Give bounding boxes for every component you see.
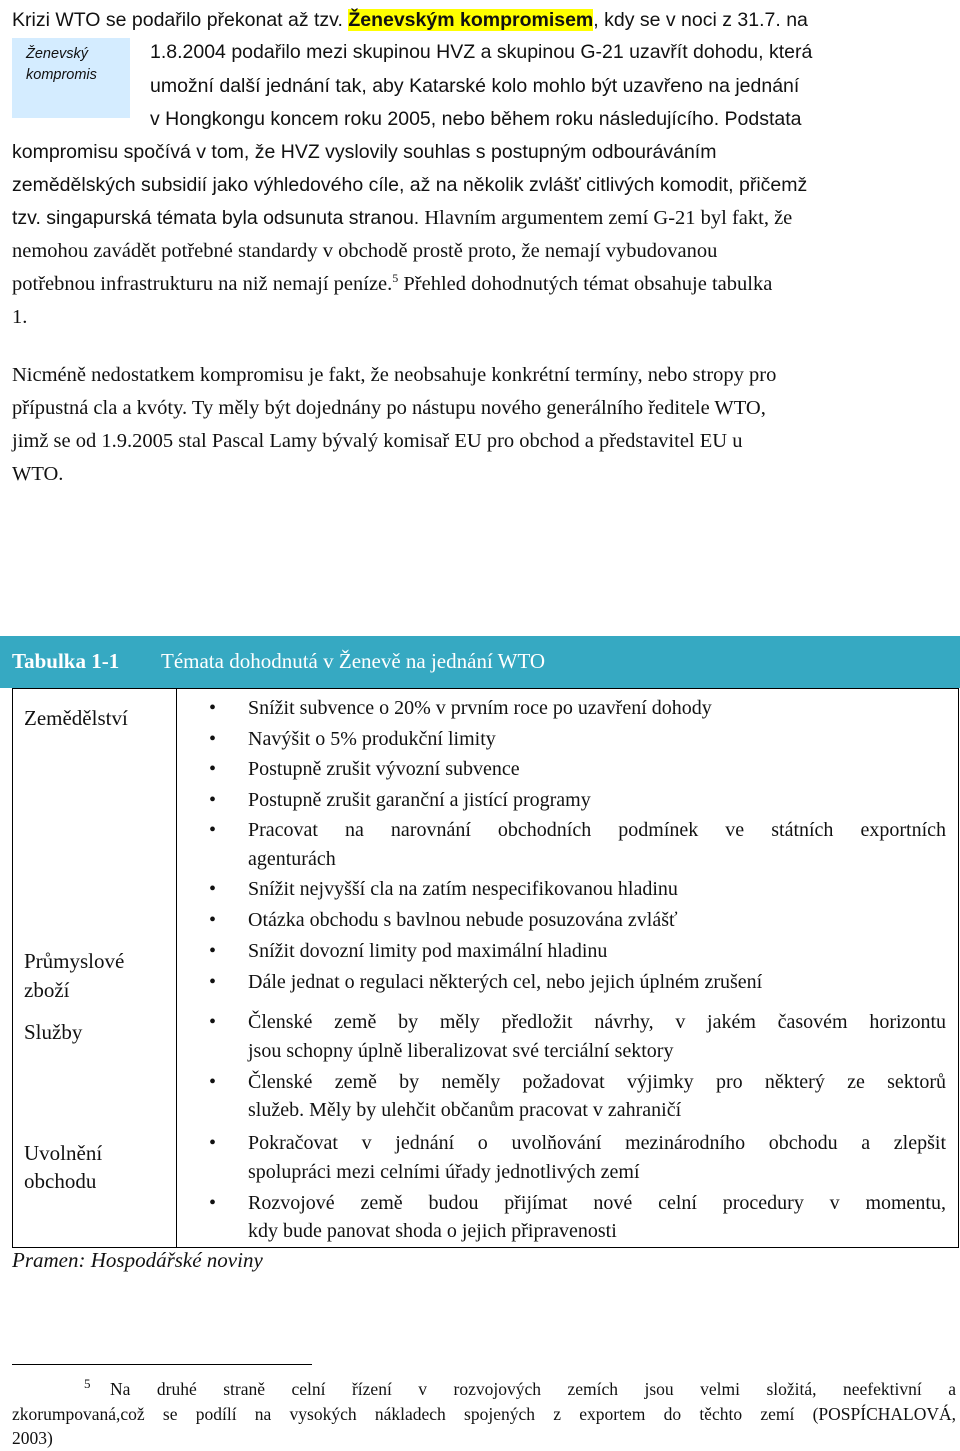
table-caption <box>0 636 960 688</box>
footnote-ref[interactable]: 5 <box>392 271 399 285</box>
bullet-icon: • <box>209 909 217 931</box>
intro-line-8: nemohou zavádět potřebné standardy v obchodě prostě proto, že nemají vybudovanou <box>12 240 718 262</box>
intro-line-3: umožní další jednání tak, aby Katarské kolo mohlo být uzavřeno na jednání <box>150 75 800 97</box>
bullet-icon: • <box>209 819 217 841</box>
list-item: Dále jednat o regulaci některých cel, nebo jejich úplném zrušení <box>248 971 763 993</box>
bullet-icon: • <box>209 697 217 719</box>
highlighted-term: Ženevským kompromisem <box>348 9 594 31</box>
footnote-divider <box>12 1364 312 1365</box>
list-item-cont: spolupráci mezi celními úřady jednotlivých zemí <box>248 1161 640 1183</box>
margin-note <box>12 38 130 118</box>
footnote-line-2: zkorumpovaná,což se podílí na vysokých nákladech spojených z exportem do těchto zemí (POSPÍCHALOVÁ, <box>12 1404 956 1424</box>
list-item: Snížit nejvyšší cla na zatím nespecifikovanou hladinu <box>248 878 678 900</box>
footnote-mark: 5 <box>84 1376 91 1391</box>
para2-line-2: přípustná cla a kvóty. Ty měly být dojednány po nástupu nového generálního ředitele WTO, <box>12 397 766 419</box>
category-trade-cont: obchodu <box>24 1169 97 1193</box>
list-item-cont: jsou schopny úplně liberalizovat své terciální sektory <box>248 1040 674 1062</box>
footnote-line-1: Na druhé straně celní řízení v rozvojových zemích jsou velmi složitá, neefektivní a <box>110 1379 956 1399</box>
para2-line-3: jimž se od 1.9.2005 stal Pascal Lamy bývalý komisař EU pro obchod a představitel EU u <box>12 430 743 452</box>
list-item: Členské země by neměly požadovat výjimky pro některý ze sektorů <box>248 1071 946 1093</box>
list-item: Pracovat na narovnání obchodních podmínek ve státních exportních <box>248 819 946 841</box>
bullet-icon: • <box>209 789 217 811</box>
bullet-icon: • <box>209 1192 217 1214</box>
list-item-cont: agenturách <box>248 848 336 870</box>
category-industry: Průmyslové <box>24 949 125 973</box>
bullet-icon: • <box>209 971 217 993</box>
intro-text: Podstata <box>719 108 802 130</box>
intro-line-2: 1.8.2004 podařilo mezi skupinou HVZ a skupinou G-21 uzavřít dohodu, která <box>150 41 813 63</box>
list-item: Snížit subvence o 20% v prvním roce po uzavření dohody <box>248 697 712 719</box>
bullet-icon: • <box>209 1011 217 1033</box>
intro-line-4 <box>150 105 802 133</box>
intro-text: Přehled dohodnutých témat obsahuje tabulka <box>398 273 773 295</box>
margin-note-line: kompromis <box>26 67 97 83</box>
category-trade: Uvolnění <box>24 1141 103 1165</box>
intro-line-6: zemědělských subsidií jako výhledového cíle, až na několik zvlášť citlivých komodit, přičemž <box>12 174 808 196</box>
category-services: Služby <box>24 1020 83 1044</box>
intro-text: potřebnou infrastrukturu na niž nemají peníze. <box>12 273 393 295</box>
table-title: Témata dohodnutá v Ženevě na jednání WTO <box>161 649 546 673</box>
intro-text: Hlavním argumentem zemí G-21 byl fakt, že <box>419 207 793 229</box>
category-agriculture: Zemědělství <box>24 706 128 730</box>
bullet-icon: • <box>209 728 217 750</box>
bullet-icon: • <box>209 1132 217 1154</box>
table-source: Pramen: Hospodářské noviny <box>12 1248 263 1272</box>
list-item: Postupně zrušit garanční a jistící programy <box>248 789 591 811</box>
table-number: Tabulka 1-1 <box>12 649 120 673</box>
list-item: Pokračovat v jednání o uvolňování mezinárodního obchodu a zlepšit <box>248 1132 946 1154</box>
intro-text: tzv. singapurská témata byla odsunuta stranou. <box>12 207 420 229</box>
list-item: Snížit dovozní limity pod maximální hladinu <box>248 940 608 962</box>
table-column-divider <box>176 688 177 1248</box>
intro-line-1 <box>12 6 808 34</box>
bullet-icon: • <box>209 940 217 962</box>
list-item: Otázka obchodu s bavlnou nebude posuzována zvlášť <box>248 909 678 931</box>
intro-line-10: 1. <box>12 306 28 328</box>
category-industry-cont: zboží <box>24 978 70 1002</box>
bullet-icon: • <box>209 878 217 900</box>
intro-text: , kdy se v noci z 31.7. na <box>593 9 808 31</box>
intro-text: v Hongkongu koncem roku 2005, nebo během roku následujícího. <box>150 108 720 130</box>
intro-line-9 <box>12 270 772 298</box>
margin-note-line: Ženevský <box>26 46 89 62</box>
bullet-icon: • <box>209 758 217 780</box>
intro-text: Krizi WTO se podařilo překonat až tzv. <box>12 9 349 31</box>
bullet-icon: • <box>209 1071 217 1093</box>
para2-line-1: Nicméně nedostatkem kompromisu je fakt, že neobsahuje konkrétní termíny, nebo stropy pro <box>12 364 777 386</box>
intro-line-5: kompromisu spočívá v tom, že HVZ vyslovily souhlas s postupným odbouráváním <box>12 141 717 163</box>
list-item: Členské země by měly předložit návrhy, v jakém časovém horizontu <box>248 1011 946 1033</box>
list-item: Postupně zrušit vývozní subvence <box>248 758 520 780</box>
list-item: Navýšit o 5% produkční limity <box>248 728 496 750</box>
list-item-cont: kdy bude panovat shoda o jejich připravenosti <box>248 1220 617 1242</box>
list-item: Rozvojové země budou přijímat nové celní procedury v momentu, <box>248 1192 946 1214</box>
list-item-cont: služeb. Měly by ulehčit občanům pracovat v zahraničí <box>248 1099 682 1121</box>
intro-line-7 <box>12 204 792 232</box>
footnote-line-3: 2003) <box>12 1428 53 1448</box>
para2-line-4: WTO. <box>12 463 64 485</box>
